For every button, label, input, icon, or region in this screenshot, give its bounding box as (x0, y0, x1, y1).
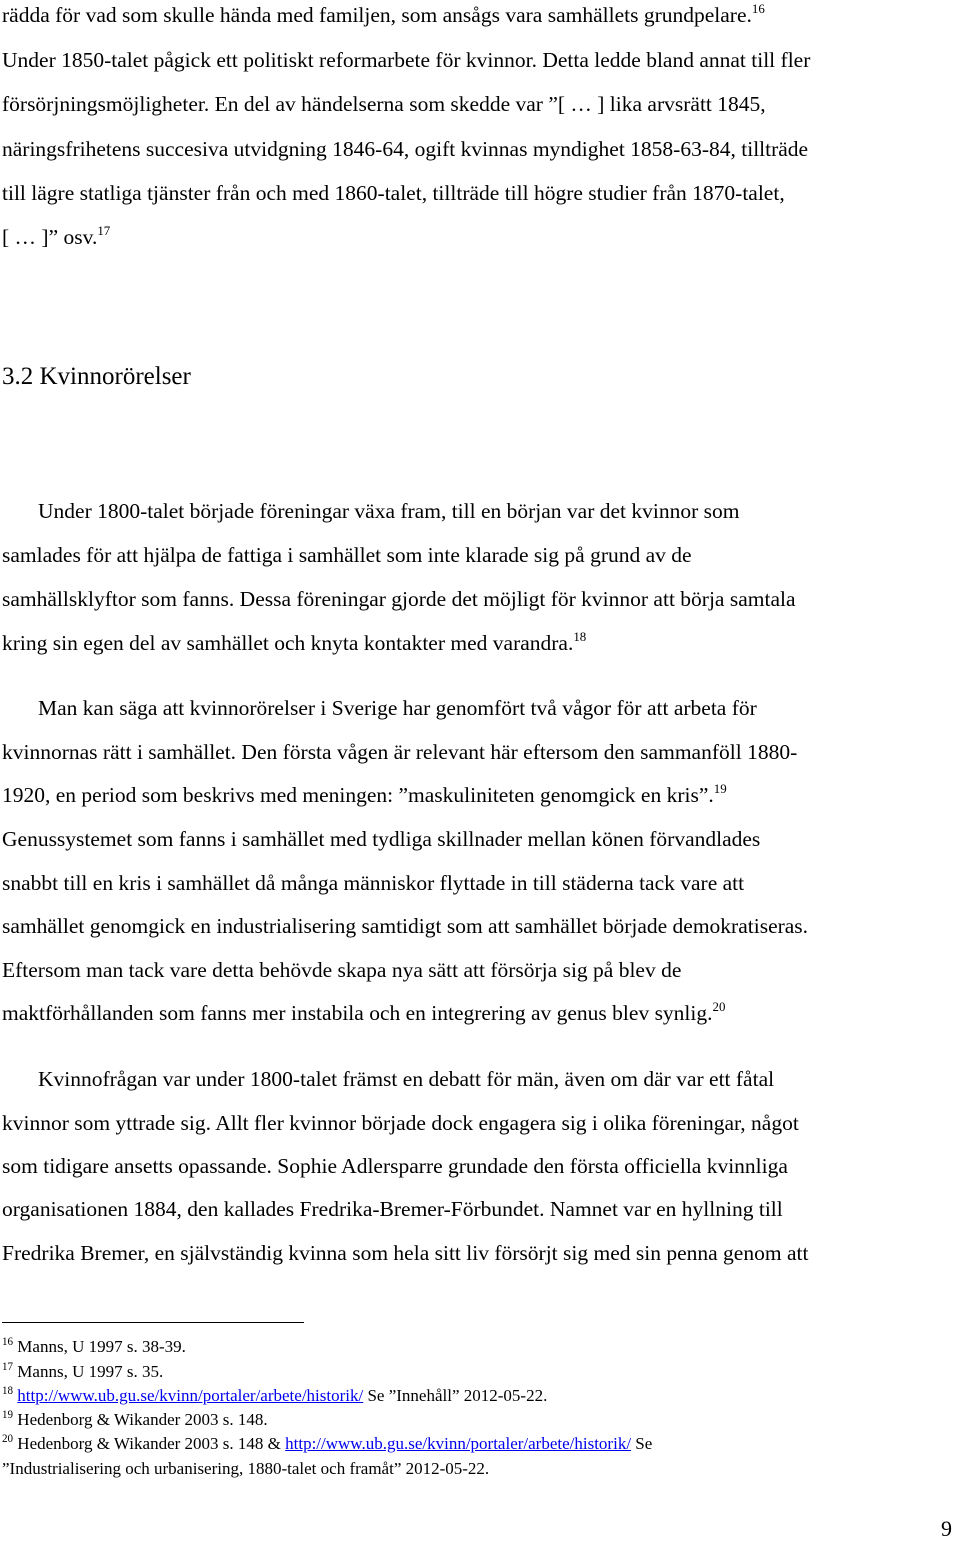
footnote-19 (2, 1409, 268, 1431)
footnote-text: Hedenborg & Wikander 2003 s. 148. (17, 1410, 268, 1429)
section-line-text: kring sin egen del av samhället och knyta kontakter med varandra. (2, 631, 574, 655)
section-heading: 3.2 Kvinnorörelser (2, 363, 191, 390)
footnote-20-continuation (2, 1458, 489, 1480)
section-line-1 (38, 498, 740, 524)
section-line-17 (2, 1240, 808, 1266)
section-line-5 (38, 695, 757, 721)
footnote-text: ”Industrialisering och urbanisering, 1880-talet och framåt” 2012-05-22. (2, 1459, 490, 1478)
section-line-text: organisationen 1884, den kallades Fredrika-Bremer-Förbundet. Namnet var en hyllning till (2, 1197, 783, 1221)
section-line-6 (2, 739, 797, 765)
body-line-6 (2, 224, 110, 250)
page-number: 9 (941, 1516, 952, 1541)
body-line-5 (2, 180, 785, 206)
section-line-text: Genussystemet som fanns i samhället med tydliga skillnader mellan könen förvandlades (2, 827, 761, 851)
footnote-16 (2, 1336, 186, 1358)
section-line-text: samhället genomgick en industrialisering samtidigt som att samhället började demokratiseras. (2, 914, 809, 938)
footnote-20 (2, 1433, 652, 1455)
section-line-text: 1920, en period som beskrivs med meningen: ”maskuliniteten genomgick en kris”. (2, 783, 714, 807)
section-line-9 (2, 870, 744, 896)
section-line-text: Under 1800-talet började föreningar växa fram, till en början var det kvinnor som (38, 499, 740, 523)
section-line-4 (2, 630, 586, 656)
body-line-text: till lägre statliga tjänster från och med 1860-talet, tillträde till högre studier från 1870-talet, (2, 181, 785, 205)
body-line-4 (2, 136, 808, 162)
section-line-2 (2, 542, 692, 568)
section-line-13 (38, 1066, 774, 1092)
footnote-ref-19[interactable]: 19 (713, 782, 727, 796)
body-line-text: rädda för vad som skulle hända med familjen, som ansågs vara samhällets grundpelare. (2, 3, 752, 27)
section-line-12 (2, 1000, 725, 1026)
footnote-number: 17 (2, 1361, 14, 1373)
section-line-7 (2, 782, 727, 808)
footnote-link[interactable]: http://www.ub.gu.se/kvinn/portaler/arbete/historik/ (285, 1434, 632, 1453)
section-line-15 (2, 1153, 788, 1179)
section-line-16 (2, 1196, 783, 1222)
section-line-11 (2, 957, 681, 983)
body-line-text: Under 1850-talet pågick ett politiskt reformarbete för kvinnor. Detta ledde bland annat till fler (2, 48, 811, 72)
footnote-text: Manns, U 1997 s. 38-39. (17, 1337, 186, 1356)
section-line-14 (2, 1110, 799, 1136)
section-line-text: Man kan säga att kvinnorörelser i Sverige har genomfört två vågor för att arbeta för (38, 696, 757, 720)
section-line-text: Kvinnofrågan var under 1800-talet främst en debatt för män, även om där var ett fåtal (38, 1067, 775, 1091)
body-line-text: näringsfrihetens succesiva utvidgning 1846-64, ogift kvinnas myndighet 1858-63-84, tillträde (2, 137, 809, 161)
section-line-text: Eftersom man tack vare detta behövde skapa nya sätt att försörja sig på blev de (2, 958, 682, 982)
footnote-ref-18[interactable]: 18 (573, 630, 587, 644)
footnote-text: Hedenborg & Wikander 2003 s. 148 & (17, 1434, 286, 1453)
footnote-text: Se ”Innehåll” 2012-05-22. (367, 1386, 548, 1405)
body-line-2 (2, 47, 810, 73)
section-line-text: kvinnornas rätt i samhället. Den första vågen är relevant här eftersom den sammanföll 1880- (2, 740, 798, 764)
footnote-ref-20[interactable]: 20 (712, 1000, 726, 1014)
section-line-text: som tidigare ansetts opassande. Sophie Adlersparre grundade den första officiella kvinnliga (2, 1154, 788, 1178)
section-line-text: maktförhållanden som fanns mer instabila och en integrering av genus blev synlig. (2, 1001, 713, 1025)
footnote-ref-17[interactable]: 17 (97, 224, 111, 238)
section-line-text: samlades för att hjälpa de fattiga i samhället som inte klarade sig på grund av de (2, 543, 692, 567)
footnote-ref-16[interactable]: 16 (751, 2, 765, 16)
body-line-1 (2, 2, 765, 28)
body-line-3 (2, 91, 766, 117)
section-line-text: kvinnor som yttrade sig. Allt fler kvinnor började dock engagera sig i olika föreningar, något (2, 1111, 799, 1135)
footnote-17 (2, 1361, 163, 1383)
footnote-number: 20 (2, 1433, 14, 1445)
footnote-number: 16 (2, 1336, 14, 1348)
body-line-text: [ … ]” osv. (2, 225, 98, 249)
footnote-18 (2, 1385, 547, 1407)
section-line-text: Fredrika Bremer, en självständig kvinna som hela sitt liv försörjt sig med sin penna genom att (2, 1241, 809, 1265)
footnote-text-2: Se (635, 1434, 653, 1453)
footnote-separator (2, 1322, 304, 1323)
section-line-8 (2, 826, 760, 852)
footnote-link[interactable]: http://www.ub.gu.se/kvinn/portaler/arbete/historik/ (17, 1386, 364, 1405)
section-line-text: samhällsklyftor som fanns. Dessa föreningar gjorde det möjligt för kvinnor att börja samtala (2, 587, 796, 611)
footnote-text: Manns, U 1997 s. 35. (17, 1362, 164, 1381)
body-line-text: försörjningsmöjligheter. En del av händelserna som skedde var ”[ … ] lika arvsrätt 1845, (2, 92, 766, 116)
footnote-number: 19 (2, 1409, 14, 1421)
section-line-10 (2, 913, 808, 939)
section-line-3 (2, 586, 796, 612)
section-line-text: snabbt till en kris i samhället då många människor flyttade in till städerna tack vare att (2, 871, 745, 895)
footnote-number: 18 (2, 1385, 14, 1397)
